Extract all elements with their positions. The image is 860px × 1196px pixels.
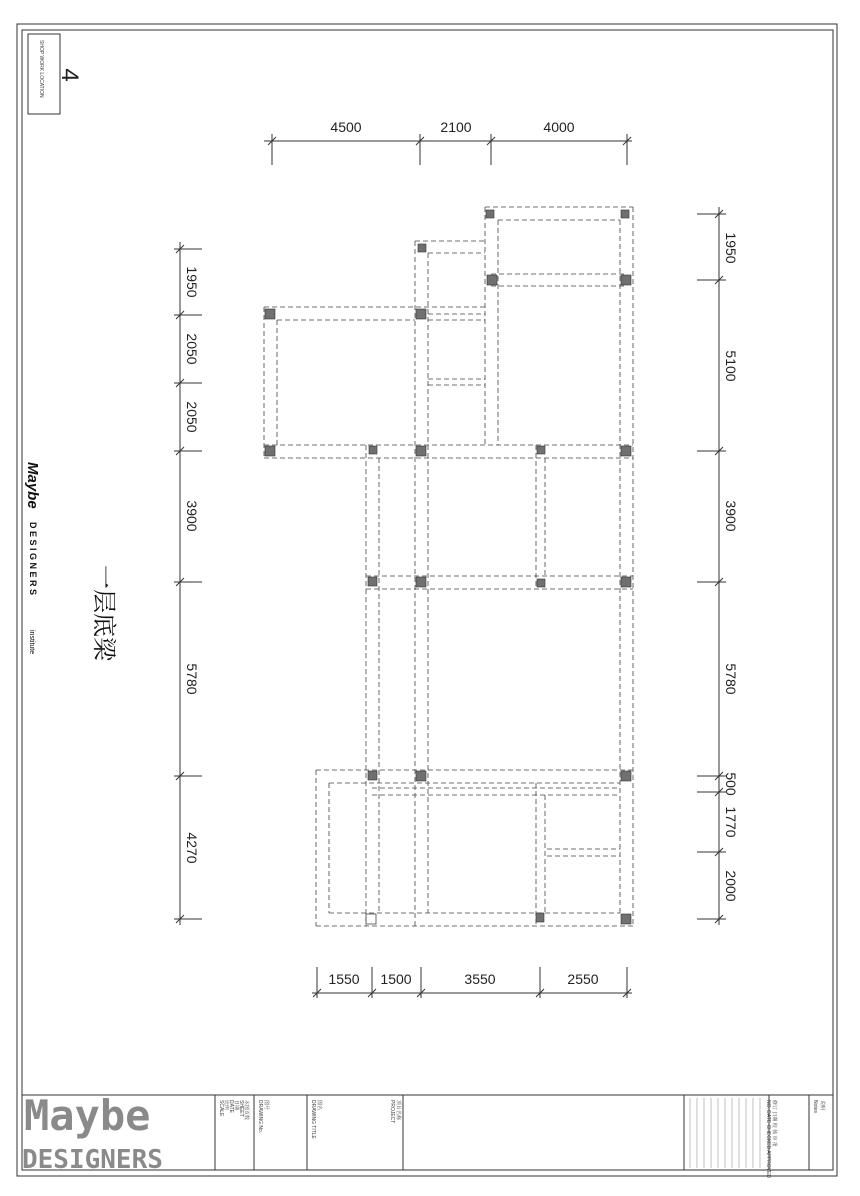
inner-border <box>22 30 833 1170</box>
column <box>416 309 426 319</box>
column <box>537 579 545 587</box>
dim-right-4: 5780 <box>723 663 739 695</box>
drawing-title: 一层底梁 <box>90 565 118 661</box>
logo-designers: DESIGNERS <box>22 1145 163 1175</box>
field-sheet: SHEET <box>238 1100 244 1117</box>
column <box>621 771 631 781</box>
column <box>621 446 631 456</box>
dim-top-3: 4000 <box>543 119 575 135</box>
revision-header: 修订 日期 校 核 审 批 <box>771 1100 777 1147</box>
dim-left-6: 4270 <box>184 832 200 864</box>
dim-left-5: 5780 <box>184 663 200 695</box>
column <box>416 577 426 587</box>
column <box>416 446 426 456</box>
outer-border <box>17 24 837 1176</box>
brand-vertical-name: Maybe <box>24 462 41 509</box>
column <box>621 577 631 587</box>
dimensions-right <box>697 207 726 925</box>
notes-label: Notes <box>812 1100 818 1114</box>
column <box>536 913 544 922</box>
dim-left-4: 3900 <box>184 500 200 532</box>
field-date-cn: 日期 <box>233 1100 239 1111</box>
columns <box>265 210 631 924</box>
drawing-title-label: DRAWING TITLE <box>310 1100 316 1139</box>
dim-right-7: 2000 <box>723 870 739 902</box>
dim-right-1: 1950 <box>723 232 739 264</box>
field-scale-cn: 比例 <box>223 1100 229 1111</box>
dim-right-3: 3900 <box>723 500 739 532</box>
dim-top-1: 4500 <box>330 119 362 135</box>
column <box>418 244 426 252</box>
field-scale: SCALE <box>218 1100 224 1117</box>
brand-vertical-institute: institute <box>28 630 35 655</box>
column <box>369 446 377 454</box>
notes-label-cn: 说明 <box>819 1100 825 1111</box>
brand-vertical-designers: D E S I G N E R S <box>28 522 38 596</box>
drawing-no-label-cn: 图号 <box>263 1100 269 1111</box>
project-label-cn: 项目名称 <box>395 1100 401 1121</box>
column <box>621 210 629 218</box>
column <box>537 446 545 454</box>
column <box>265 309 275 319</box>
dim-right-2: 5100 <box>723 350 739 382</box>
dim-left-3: 2050 <box>184 401 200 433</box>
dim-left-1: 1950 <box>184 266 200 298</box>
logo-maybe: Maybe <box>24 1091 151 1140</box>
field-sheet-cn: 本图页数 <box>243 1100 249 1121</box>
dim-bottom-4: 2550 <box>567 971 599 987</box>
dim-bottom-2: 1500 <box>380 971 412 987</box>
sheet-number: 4 <box>56 68 83 82</box>
column <box>368 577 377 586</box>
vertical-brand <box>22 460 41 705</box>
field-date: DATE <box>228 1100 234 1113</box>
column <box>265 446 275 456</box>
beam-layout <box>264 207 633 926</box>
dimensions-top <box>264 134 632 165</box>
dim-left-2: 2050 <box>184 333 200 365</box>
corner-marker <box>366 914 376 924</box>
column <box>368 771 377 780</box>
project-label: PROJECT <box>389 1100 395 1124</box>
sheet-number-box <box>28 34 83 114</box>
dim-top-2: 2100 <box>440 119 472 135</box>
dim-right-6: 1770 <box>723 806 739 838</box>
revision-header-en: NO. DATE CHECKED APPROVED <box>765 1100 771 1178</box>
revision-hatch <box>690 1098 760 1168</box>
drawing-no-label: DRAWING No. <box>257 1100 263 1134</box>
column <box>486 210 494 218</box>
column <box>487 275 497 285</box>
column <box>416 771 426 781</box>
dim-bottom-3: 3550 <box>464 971 496 987</box>
dim-right-5: 500 <box>723 772 739 796</box>
drawing-title-label-cn: 图名 <box>316 1100 322 1111</box>
dim-bottom-1: 1550 <box>328 971 360 987</box>
column <box>621 275 631 285</box>
sheet-tiny-stamp: SHOP WORK LOCATION <box>38 40 44 98</box>
column <box>621 914 631 924</box>
